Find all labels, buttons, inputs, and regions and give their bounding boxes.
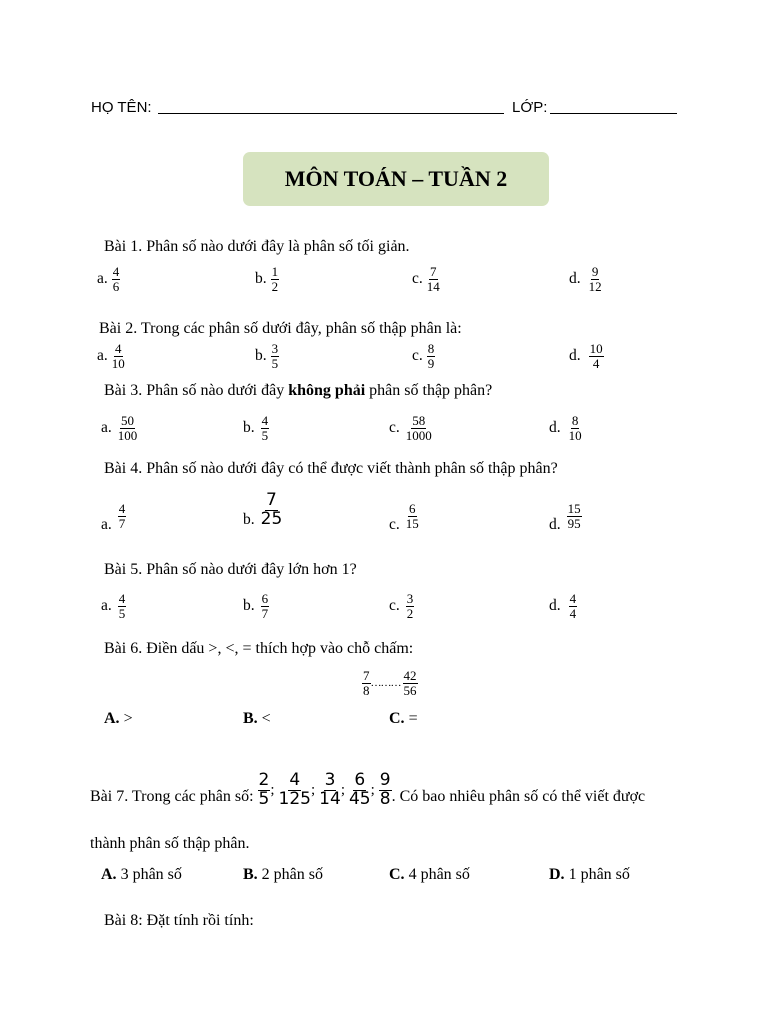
q7-answer-b[interactable]: B. 2 phân số [243, 866, 323, 883]
question-5-text: Bài 5. Phân số nào dưới đây lớn hơn 1? [104, 561, 357, 578]
fraction: $\frac{4}{6}$ [112, 264, 120, 294]
question-1-text: Bài 1. Phân số nào dưới đây là phân số tối giản. [104, 238, 410, 255]
question-3-text: Bài 3. Phân số nào dưới đây không phải phân số thập phân? [104, 382, 493, 399]
q5-option-a[interactable]: a. $\frac{4}{5}$ [101, 591, 126, 621]
fraction: $\frac{7}{14}$ [426, 264, 440, 294]
q7-answer-a[interactable]: A. 3 phân số [101, 866, 182, 883]
q6-comparison [362, 669, 418, 697]
q6-answer-b[interactable]: B. < [243, 710, 271, 727]
q4-option-b[interactable]: b. $\frac{7}{25}$ [243, 490, 283, 529]
fraction: $\frac{8}{9}$ [427, 341, 435, 371]
fraction-left: $\frac{7}{8}$ [363, 668, 370, 698]
fraction: $\frac{1}{2}$ [271, 264, 279, 294]
q3-option-d[interactable]: d. $\frac{8}{10}$ [549, 413, 582, 443]
question-7-text-line2: thành phân số thập phân. [90, 835, 250, 852]
fraction: $\frac{6}{7}$ [261, 591, 269, 621]
fraction: $\frac{8}{10}$ [568, 413, 582, 443]
q4-option-c[interactable]: c. $\frac{6}{15}$ [389, 501, 419, 534]
q3-option-c[interactable]: c. $\frac{58}{1000}$ [389, 413, 432, 443]
question-7-text: Bài 7. Trong các phân số: $\frac{2}{5}$ ; $\frac{4}{125}$ ; $\frac{3}{14}$ ; $\frac{6}{45}$ ; $\frac{9}{8}$ . Có bao nhiêu phân số có thể viết được [90, 770, 646, 809]
question-2-text: Bài 2. Trong các phân số dưới đây, phân số thập phân là: [99, 320, 462, 337]
q2-option-b[interactable]: b. $\frac{3}{5}$ [255, 341, 279, 371]
q1-option-d[interactable]: d. $\frac{9}{12}$ [569, 264, 602, 294]
q1-option-a[interactable]: a. $\frac{4}{6}$ [97, 264, 120, 294]
fill-in-dots[interactable]: ……… [370, 677, 401, 690]
fraction: $\frac{4}{5}$ [261, 413, 269, 443]
fraction: $\frac{6}{45}$ [348, 770, 371, 809]
fraction: $\frac{7}{25}$ [260, 490, 283, 529]
page-title: MÔN TOÁN – TUẦN 2 [243, 152, 549, 206]
fraction: $\frac{50}{100}$ [117, 413, 138, 443]
question-4-text: Bài 4. Phân số nào dưới đây có thể được viết thành phân số thập phân? [104, 460, 558, 477]
fraction: $\frac{4}{10}$ [111, 341, 125, 371]
fraction: $\frac{4}{7}$ [118, 501, 126, 531]
q1-option-c[interactable]: c. $\frac{7}{14}$ [412, 264, 440, 294]
q5-option-d[interactable]: d. $\frac{4}{4}$ [549, 591, 577, 621]
fraction: $\frac{2}{5}$ [258, 770, 270, 809]
class-field-line[interactable] [550, 113, 677, 114]
fraction: $\frac{15}{95}$ [567, 501, 581, 531]
q5-option-c[interactable]: c. $\frac{3}{2}$ [389, 591, 414, 621]
q6-answer-c[interactable]: C. = [389, 710, 418, 727]
fraction: $\frac{9}{8}$ [379, 770, 391, 809]
fraction: $\frac{9}{12}$ [588, 264, 602, 294]
q2-option-a[interactable]: a. $\frac{4}{10}$ [97, 341, 125, 371]
fraction: $\frac{4}{4}$ [569, 591, 577, 621]
fraction: $\frac{3}{5}$ [271, 341, 279, 371]
q3-option-b[interactable]: b. $\frac{4}{5}$ [243, 413, 269, 443]
fraction: $\frac{3}{14}$ [319, 770, 341, 809]
fraction: $\frac{3}{2}$ [406, 591, 414, 621]
q3-option-a[interactable]: a. $\frac{50}{100}$ [101, 413, 138, 443]
fraction: $\frac{4}{125}$ [278, 770, 311, 809]
question-8-text: Bài 8: Đặt tính rồi tính: [104, 912, 254, 929]
q5-option-b[interactable]: b. $\frac{6}{7}$ [243, 591, 269, 621]
q1-option-b[interactable]: b. $\frac{1}{2}$ [255, 264, 279, 294]
fraction: $\frac{58}{1000}$ [405, 413, 432, 443]
fraction: $\frac{6}{15}$ [405, 501, 419, 531]
fraction: $\frac{10}{4}$ [589, 341, 603, 371]
question-6-text: Bài 6. Điền dấu >, <, = thích hợp vào chỗ chấm: [104, 640, 414, 657]
fraction: $\frac{4}{5}$ [118, 591, 126, 621]
q6-answer-a[interactable]: A. > [104, 710, 133, 727]
name-label: HỌ TÊN: [91, 99, 152, 116]
fraction-right: $\frac{42}{56}$ [403, 668, 417, 698]
q4-option-a[interactable]: a. $\frac{4}{7}$ [101, 501, 126, 534]
q4-option-d[interactable]: d. $\frac{15}{95}$ [549, 501, 581, 534]
q7-answer-d[interactable]: D. 1 phân số [549, 866, 630, 883]
q7-answer-c[interactable]: C. 4 phân số [389, 866, 470, 883]
q2-option-c[interactable]: c. $\frac{8}{9}$ [412, 341, 435, 371]
q2-option-d[interactable]: d. $\frac{10}{4}$ [569, 341, 603, 371]
class-label: LỚP: [512, 99, 548, 116]
name-field-line[interactable] [158, 113, 504, 114]
